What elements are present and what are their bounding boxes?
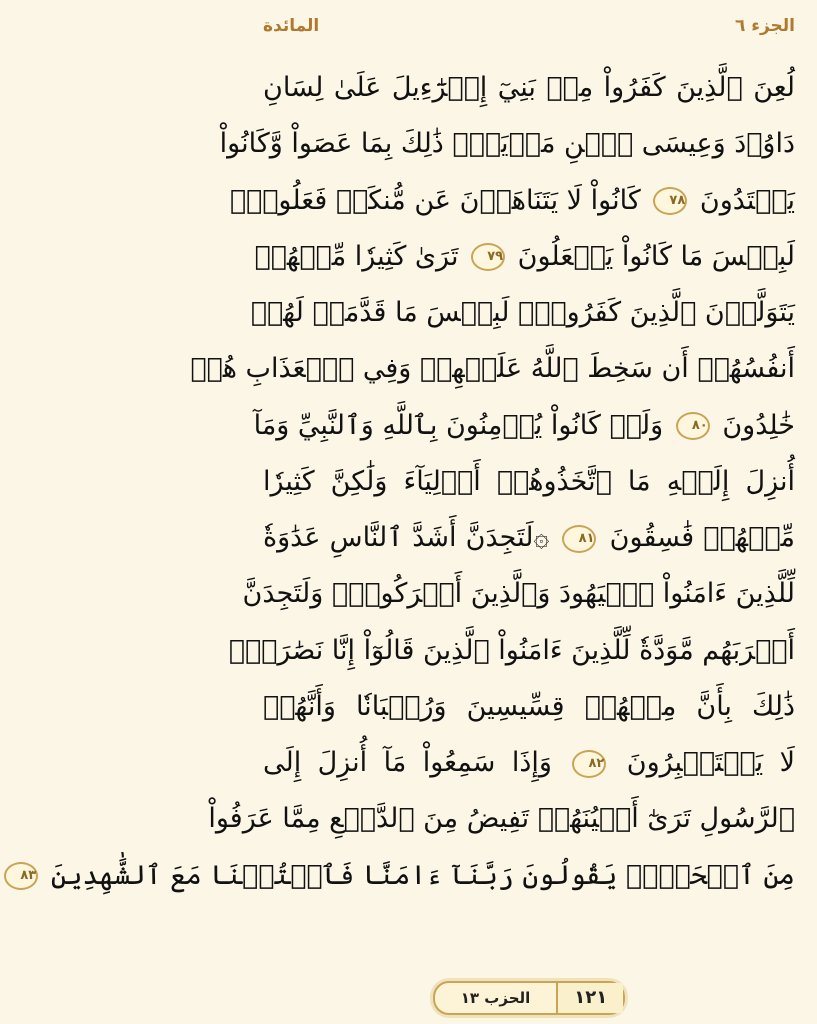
- verse-text: مِّنۡهُمۡ فَٰسِقُونَ: [609, 522, 795, 553]
- verse-text: مِنَ ٱلۡحَقِّۖ يَقُولُونَ رَبَّنَآ ءَامَنَّا فَٱكۡتُبۡنَا مَعَ ٱلشَّٰهِدِينَ: [50, 859, 795, 891]
- verse-text: لَبِئۡسَ مَا كَانُواْ يَفۡعَلُونَ: [517, 240, 795, 272]
- page-footer: [241, 978, 817, 1018]
- verse-text: خَٰلِدُونَ: [722, 409, 795, 441]
- text-line: [263, 454, 795, 510]
- verse-text: دَاوُۥدَ وَعِيسَى ٱبۡنِ مَرۡيَمَۚ ذَٰلِكَ بِمَا عَصَواْ وَّكَانُواْ: [219, 128, 795, 160]
- verse-text: يَتَوَلَّوۡنَ ٱلَّذِينَ كَفَرُواْۚ لَبِئۡسَ مَا قَدَّمَتۡ لَهُمۡ: [250, 297, 795, 328]
- verse-text: ۞لَتَجِدَنَّ أَشَدَّ ٱلنَّاسِ عَدَٰوَةٗ: [263, 522, 550, 553]
- text-line: [254, 229, 795, 285]
- text-line: [263, 510, 795, 566]
- text-line: [263, 904, 795, 960]
- ayah-number-marker: ٧٩: [471, 243, 505, 271]
- ayah-number-marker: ٨٠: [676, 412, 710, 440]
- text-line: [190, 341, 795, 397]
- page-header: [241, 0, 817, 52]
- ayah-number-marker: ٧٨: [653, 187, 687, 215]
- verse-text: ٱلرَّسُولِ تَرَىٰٓ أَعۡيُنَهُمۡ تَفِيضُ مِنَ ٱلدَّمۡعِ مِمَّا عَرَفُواْ: [208, 803, 795, 835]
- text-line: [219, 116, 795, 172]
- text-line: [263, 735, 795, 791]
- verse-text: لَا يَسۡتَكۡبِرُونَ: [626, 747, 795, 778]
- footer-ornament-frame: [433, 981, 626, 1015]
- text-line: [242, 566, 795, 622]
- verse-text: أَنفُسُهُمۡ أَن سَخِطَ ٱللَّهُ عَلَيۡهِمۡ وَفِي ٱلۡعَذَابِ هُمۡ: [190, 353, 795, 385]
- text-line: [208, 791, 795, 847]
- page-number: ١٢١: [556, 983, 623, 1013]
- hizb-label: الحزب ١٣: [460, 989, 531, 1007]
- verse-text: وَلَوۡ كَانُواْ يُؤۡمِنُونَ بِٱللَّهِ وَٱلنَّبِيِّ وَمَآ: [253, 409, 664, 441]
- verse-text: يَعۡتَدُونَ: [699, 184, 795, 216]
- verse-text: أَقۡرَبَهُم مَّوَدَّةٗ لِّلَّذِينَ ءَامَنُواْ ٱلَّذِينَ قَالُوٓاْ إِنَّا نَصَٰرَىٰۚ: [228, 634, 795, 666]
- text-line: [253, 398, 795, 454]
- text-line: [229, 173, 795, 229]
- text-line: [263, 60, 795, 116]
- text-line: [263, 679, 795, 735]
- ayah-number-marker: ٨٣: [4, 862, 38, 890]
- juz-label: الجزء ٦: [734, 16, 795, 36]
- verse-text: أُنزِلَ إِلَيۡهِ مَا ٱتَّخَذُوهُمۡ أَوۡلِيَآءَ وَلَٰكِنَّ كَثِيرٗا: [263, 465, 795, 497]
- ayah-number-marker: ٨٢: [572, 750, 606, 778]
- quran-page-text: [20, 60, 795, 960]
- surah-name: المائدة: [263, 16, 320, 36]
- text-line: [250, 285, 795, 341]
- text-line: [20, 848, 795, 904]
- ayah-number-marker: ٨١: [562, 525, 596, 553]
- verse-text: لِّلَّذِينَ ءَامَنُواْ ٱلۡيَهُودَ وَٱلَّذِينَ أَشۡرَكُواْۖ وَلَتَجِدَنَّ: [242, 578, 795, 610]
- verse-text: ذَٰلِكَ بِأَنَّ مِنۡهُمۡ قِسِّيسِينَ وَرُهۡبَانٗا وَأَنَّهُمۡ: [263, 690, 795, 722]
- verse-text: تَرَىٰ كَثِيرٗا مِّنۡهُمۡ: [254, 240, 459, 272]
- text-line: [228, 623, 795, 679]
- verse-text: كَانُواْ لَا يَتَنَاهَوۡنَ عَن مُّنكَرٖ فَعَلُوهُۚ: [229, 184, 641, 216]
- verse-text: لُعِنَ ٱلَّذِينَ كَفَرُواْ مِنۢ بَنِيٓ إِسۡرَٰٓءِيلَ عَلَىٰ لِسَانِ: [263, 72, 795, 103]
- verse-text: وَإِذَا سَمِعُواْ مَآ أُنزِلَ إِلَى: [263, 747, 552, 778]
